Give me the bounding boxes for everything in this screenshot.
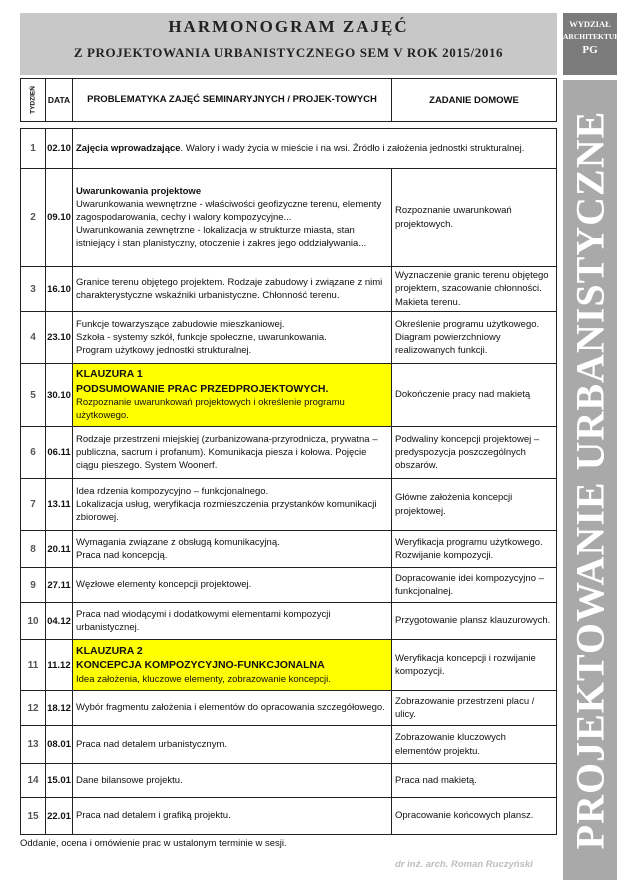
- author-signature: dr inż. arch. Roman Ruczyński: [395, 859, 533, 870]
- week-number: 11: [21, 640, 46, 690]
- homework-cell: Wyznaczenie granic terenu objętego projektem, szacowanie chłonności. Makieta terenu.: [395, 270, 549, 308]
- topic-text: Uwarunkowania wewnętrzne - właściwości geofizyczne terenu, elementy zagospodarowania, cechy i walory kompozycyjne...: [76, 198, 382, 223]
- date-cell: 20.11: [46, 531, 73, 567]
- table-row: [21, 798, 556, 835]
- table-row: [21, 691, 556, 726]
- table-row: [21, 603, 556, 640]
- date-cell: 27.11: [46, 568, 73, 602]
- table-row: [21, 364, 556, 427]
- week-number: 13: [21, 726, 46, 763]
- week-number: 2: [21, 169, 46, 266]
- table-row: [21, 568, 556, 603]
- date-cell: 15.01: [46, 764, 73, 797]
- topic-title: Zajęcia wprowadzające: [76, 142, 181, 154]
- topic-text: Funkcje towarzyszące zabudowie mieszkaniowej.: [76, 318, 285, 330]
- document-subtitle: Z PROJEKTOWANIA URBANISTYCZNEGO SEM V ROK 2015/2016: [73, 45, 504, 60]
- week-number: 14: [21, 764, 46, 797]
- exam-topic-cell: [73, 640, 392, 690]
- topic-cell: Rodzaje przestrzeni miejskiej (zurbanizowana-przyrodnicza, prywatna – publiczna, sacrum i profanum). Komunikacja piesza i kołowa. Pojęcie ciągu pieszego. System Woonerf.: [73, 427, 392, 478]
- topic-cell: Praca nad wiodącymi i dodatkowymi elementami kompozycji urbanistycznej.: [73, 603, 392, 639]
- week-number: 10: [21, 603, 46, 639]
- date-cell: 04.12: [46, 603, 73, 639]
- week-number: 9: [21, 568, 46, 602]
- document-title: HARMONOGRAM ZAJĘĆ: [168, 17, 409, 36]
- topic-text: Szkoła - systemy szkół, funkcje społeczne, uwarunkowania.: [76, 331, 327, 343]
- week-number: 8: [21, 531, 46, 567]
- topic-text: Praca nad koncepcją.: [76, 550, 168, 561]
- week-number: 4: [21, 312, 46, 363]
- exam-title: KLAUZURA 2: [76, 644, 143, 657]
- date-cell: 23.10: [46, 312, 73, 363]
- exam-title: KLAUZURA 1: [76, 368, 143, 381]
- table-row: [21, 129, 556, 169]
- table-row: [21, 169, 556, 267]
- topic-text: Wymagania związane z obsługą komunikacyjną.: [76, 536, 280, 548]
- topic-cell: [73, 129, 556, 168]
- homework-cell: Weryfikacja programu użytkowego. Rozwijanie kompozycji.: [395, 536, 543, 561]
- date-cell: 06.11: [46, 427, 73, 478]
- date-cell: 11.12: [46, 640, 73, 690]
- week-number: 12: [21, 691, 46, 725]
- date-cell: 09.10: [46, 169, 73, 266]
- homework-cell: Praca nad makietą.: [395, 774, 477, 786]
- topic-cell: [73, 531, 392, 567]
- table-row: [21, 640, 556, 691]
- topic-cell: Węzłowe elementy koncepcji projektowej.: [73, 568, 392, 602]
- homework-cell: Weryfikacja koncepcji i rozwijanie kompozycji.: [395, 652, 536, 677]
- date-cell: 13.11: [46, 479, 73, 530]
- topic-cell: Granice terenu objętego projektem. Rodzaje zabudowy i związane z nimi charakterystyczne wskaźniki urbanistyczne. Chłonność terenu.: [73, 267, 392, 311]
- table-row: [21, 531, 556, 568]
- week-number: 1: [21, 129, 46, 168]
- topic-text: Rozpoznanie uwarunkowań projektowych i określenie programu użytkowego.: [76, 397, 345, 422]
- exam-subtitle: PODSUMOWANIE PRAC PRZEDPROJEKTOWYCH.: [76, 382, 329, 395]
- homework-cell: Określenie programu użytkowego. Diagram powierzchniowy realizowanych funkcji.: [395, 318, 540, 357]
- logo-line-1: WYDZIAŁ: [569, 19, 611, 29]
- exam-subtitle: KONCEPCJA KOMPOZYCYJNO-FUNKCJONALNA: [76, 659, 325, 672]
- side-band: [563, 80, 617, 880]
- date-cell: 30.10: [46, 364, 73, 426]
- topic-text: Lokalizacja usług, weryfikacja rozmieszczenia przystanków komunikacji zbiorowej.: [76, 498, 377, 524]
- topic-cell: [73, 169, 392, 266]
- topic-text: Program użytkowy jednostki strukturalnej.: [76, 345, 252, 357]
- table-row: [21, 726, 556, 764]
- homework-cell: Przygotowanie plansz klauzurowych.: [395, 615, 551, 627]
- table-row: [21, 267, 556, 312]
- schedule-table: [20, 128, 557, 835]
- homework-cell: Dopracowanie idei kompozycyjno – funkcjonalnej.: [395, 572, 544, 597]
- topic-cell: [73, 312, 392, 363]
- date-cell: 08.01: [46, 726, 73, 763]
- week-number: 6: [21, 427, 46, 478]
- table-row: [21, 427, 556, 479]
- logo-line-3: PG: [582, 44, 598, 57]
- column-header-date: DATA: [46, 79, 73, 121]
- topic-cell: Dane bilansowe projektu.: [73, 764, 392, 797]
- week-number: 3: [21, 267, 46, 311]
- column-header-week: TYDZIEŃ: [21, 79, 46, 121]
- homework-cell: Zobrazowanie przestrzeni placu / ulicy.: [395, 695, 535, 720]
- faculty-logo: [563, 13, 625, 75]
- topic-cell: Wybór fragmentu założenia i elementów do opracowania szczegółowego.: [73, 691, 392, 725]
- exam-topic-cell: [73, 364, 392, 426]
- logo-line-2: ARCHITEKTURY: [563, 31, 625, 41]
- homework-cell: Główne założenia koncepcji projektowej.: [395, 492, 513, 517]
- topic-text: Idea założenia, kluczowe elementy, zobrazowanie koncepcji.: [76, 673, 331, 685]
- date-cell: 18.12: [46, 691, 73, 725]
- column-header-topic: PROBLEMATYKA ZAJĘĆ SEMINARYJNYCH / PROJEK-TOWYCH: [73, 79, 392, 121]
- homework-cell: Rozpoznanie uwarunkowań projektowych.: [395, 205, 512, 230]
- date-cell: 22.01: [46, 798, 73, 834]
- date-cell: 16.10: [46, 267, 73, 311]
- topic-title: Uwarunkowania projektowe: [76, 185, 202, 197]
- topic-text: . Walory i wady życia w mieście i na wsi. Źródło i założenia jednostki strukturalnej.: [180, 142, 525, 154]
- column-header-homework: ZADANIE DOMOWE: [429, 94, 519, 106]
- topic-text: Idea rdzenia kompozycyjno – funkcjonalnego.: [76, 485, 269, 497]
- week-number: 5: [21, 364, 46, 426]
- homework-cell: Dokończenie pracy nad makietą: [395, 389, 531, 401]
- week-number: 15: [21, 798, 46, 834]
- homework-cell: Podwaliny koncepcji projektowej – predyspozycja poszczególnych obszarów.: [395, 433, 540, 472]
- side-title: PROJEKTOWANIE URBANISTYCZNE: [567, 110, 613, 850]
- topic-cell: Praca nad detalem i grafiką projektu.: [73, 798, 392, 834]
- footer-note: Oddanie, ocena i omówienie prac w ustalonym terminie w sesji.: [20, 838, 287, 849]
- week-number: 7: [21, 479, 46, 530]
- topic-text: Uwarunkowania zewnętrzne - lokalizacja w strukturze miasta, stan istniejący i stan planistyczny, otoczenie i zakres jego oddziaływania...: [76, 225, 367, 250]
- title-band: [20, 13, 557, 75]
- table-header: [20, 78, 557, 122]
- date-cell: 02.10: [46, 129, 73, 168]
- homework-cell: Opracowanie końcowych plansz.: [395, 810, 534, 822]
- homework-cell: Zobrazowanie kluczowych elementów projektu.: [395, 732, 506, 757]
- table-row: [21, 764, 556, 798]
- table-row: [21, 312, 556, 364]
- table-row: [21, 479, 556, 531]
- topic-cell: [73, 479, 392, 530]
- topic-cell: Praca nad detalem urbanistycznym.: [73, 726, 392, 763]
